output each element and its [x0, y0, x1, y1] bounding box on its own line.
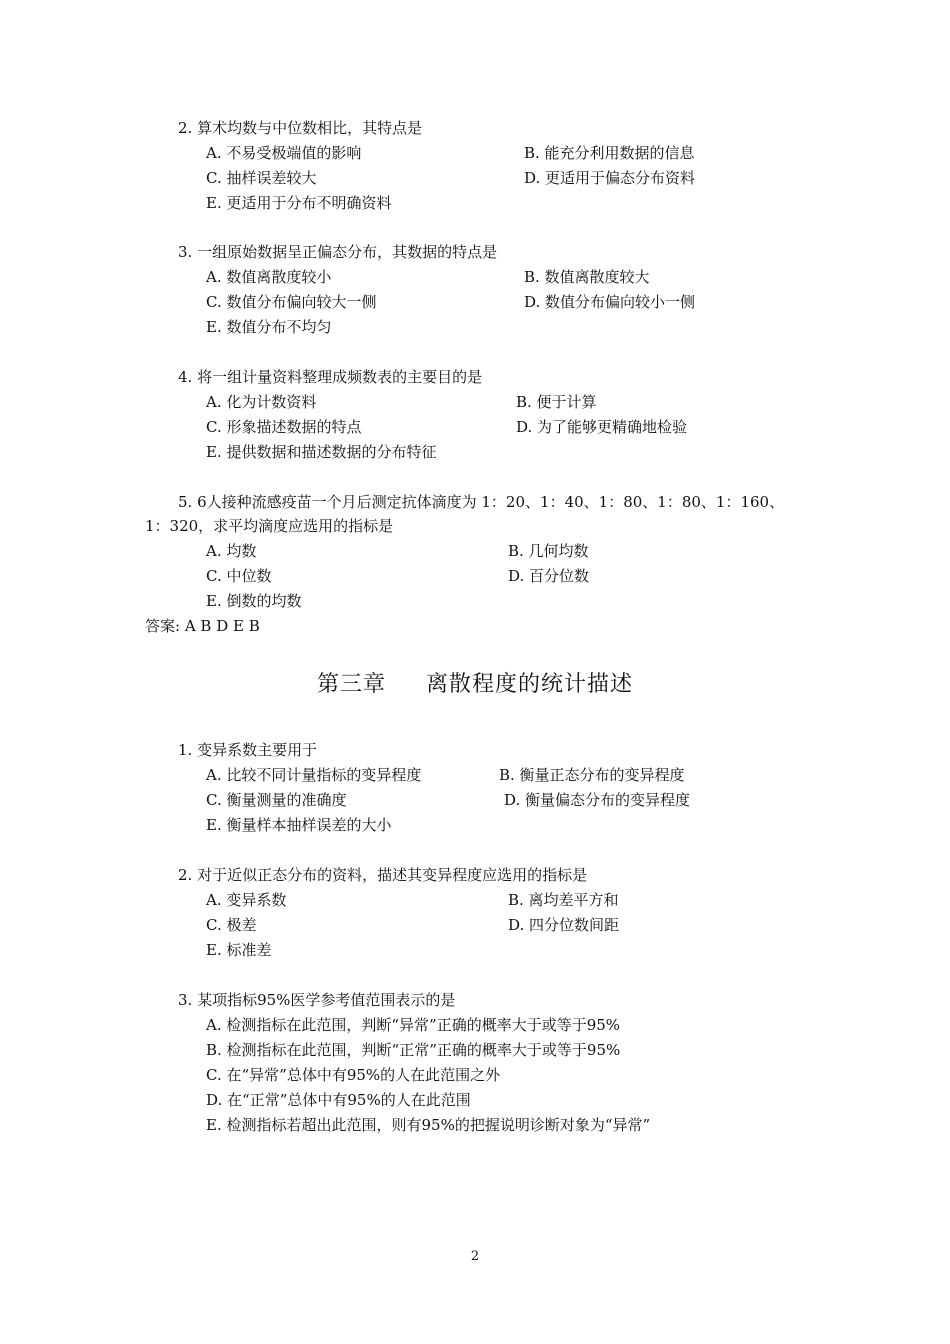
option-d: D. 百分位数 — [508, 567, 590, 585]
chapter-title — [0, 670, 950, 700]
option-d: D. 数值分布偏向较小一侧 — [524, 293, 696, 311]
option-a: A. 数值离散度较小 — [206, 268, 332, 286]
option-a: A. 比较不同计量指标的变异程度 — [206, 766, 422, 784]
option-c: C. 极差 — [206, 916, 257, 934]
question-stem-continued: 1：320，求平均滴度应选用的指标是 — [145, 517, 394, 535]
option-b: B. 能充分利用数据的信息 — [524, 144, 695, 162]
option-e: E. 提供数据和描述数据的分布特征 — [206, 443, 437, 461]
question-stem: 5. 6人接种流感疫苗一个月后测定抗体滴度为 1：20、1：40、1：80、1：80、1：160、 — [178, 493, 785, 511]
option-d: D. 衡量偏态分布的变异程度 — [504, 791, 691, 809]
option-e: E. 数值分布不均匀 — [206, 318, 332, 336]
option-e: E. 检测指标若超出此范围，则有95%的把握说明诊断对象为“异常” — [206, 1116, 651, 1134]
option-a: A. 不易受极端值的影响 — [206, 144, 362, 162]
option-b: B. 几何均数 — [508, 542, 589, 560]
option-e: E. 更适用于分布不明确资料 — [206, 194, 392, 212]
option-b: B. 数值离散度较大 — [524, 268, 650, 286]
option-e: E. 衡量样本抽样误差的大小 — [206, 816, 392, 834]
option-c: C. 衡量测量的准确度 — [206, 791, 347, 809]
question-stem: 1. 变异系数主要用于 — [178, 741, 318, 759]
option-d: D. 更适用于偏态分布资料 — [524, 169, 696, 187]
option-c: C. 形象描述数据的特点 — [206, 418, 362, 436]
option-b: B. 衡量正态分布的变异程度 — [499, 766, 685, 784]
option-a: A. 变异系数 — [206, 891, 287, 909]
option-c: C. 数值分布偏向较大一侧 — [206, 293, 377, 311]
option-e: E. 倒数的均数 — [206, 592, 302, 610]
option-b: B. 检测指标在此范围，判断“正常”正确的概率大于或等于95% — [206, 1041, 621, 1059]
option-e: E. 标准差 — [206, 941, 272, 959]
option-c: C. 中位数 — [206, 567, 272, 585]
option-d: D. 四分位数间距 — [508, 916, 620, 934]
page-number: 2 — [470, 1249, 480, 1264]
option-c: C. 在“异常”总体中有95%的人在此范围之外 — [206, 1066, 501, 1084]
option-a: A. 均数 — [206, 542, 257, 560]
question-stem: 2. 算术均数与中位数相比，其特点是 — [178, 119, 423, 137]
option-b: B. 离均差平方和 — [508, 891, 619, 909]
option-a: A. 化为计数资料 — [206, 393, 317, 411]
question-stem: 2. 对于近似正态分布的资料，描述其变异程度应选用的指标是 — [178, 866, 588, 884]
option-b: B. 便于计算 — [516, 393, 597, 411]
option-d: D. 为了能够更精确地检验 — [516, 418, 688, 436]
option-c: C. 抽样误差较大 — [206, 169, 317, 187]
question-stem: 3. 某项指标95%医学参考值范围表示的是 — [178, 991, 456, 1009]
chapter-number: 第三章 — [316, 672, 386, 697]
question-stem: 4. 将一组计量资料整理成频数表的主要目的是 — [178, 368, 483, 386]
option-d: D. 在“正常”总体中有95%的人在此范围 — [206, 1091, 471, 1109]
answer-line: 答案: A B D E B — [145, 617, 260, 635]
option-a: A. 检测指标在此范围，判断“异常”正确的概率大于或等于95% — [206, 1016, 621, 1034]
chapter-name: 离散程度的统计描述 — [426, 672, 634, 697]
question-stem: 3. 一组原始数据呈正偏态分布，其数据的特点是 — [178, 243, 498, 261]
